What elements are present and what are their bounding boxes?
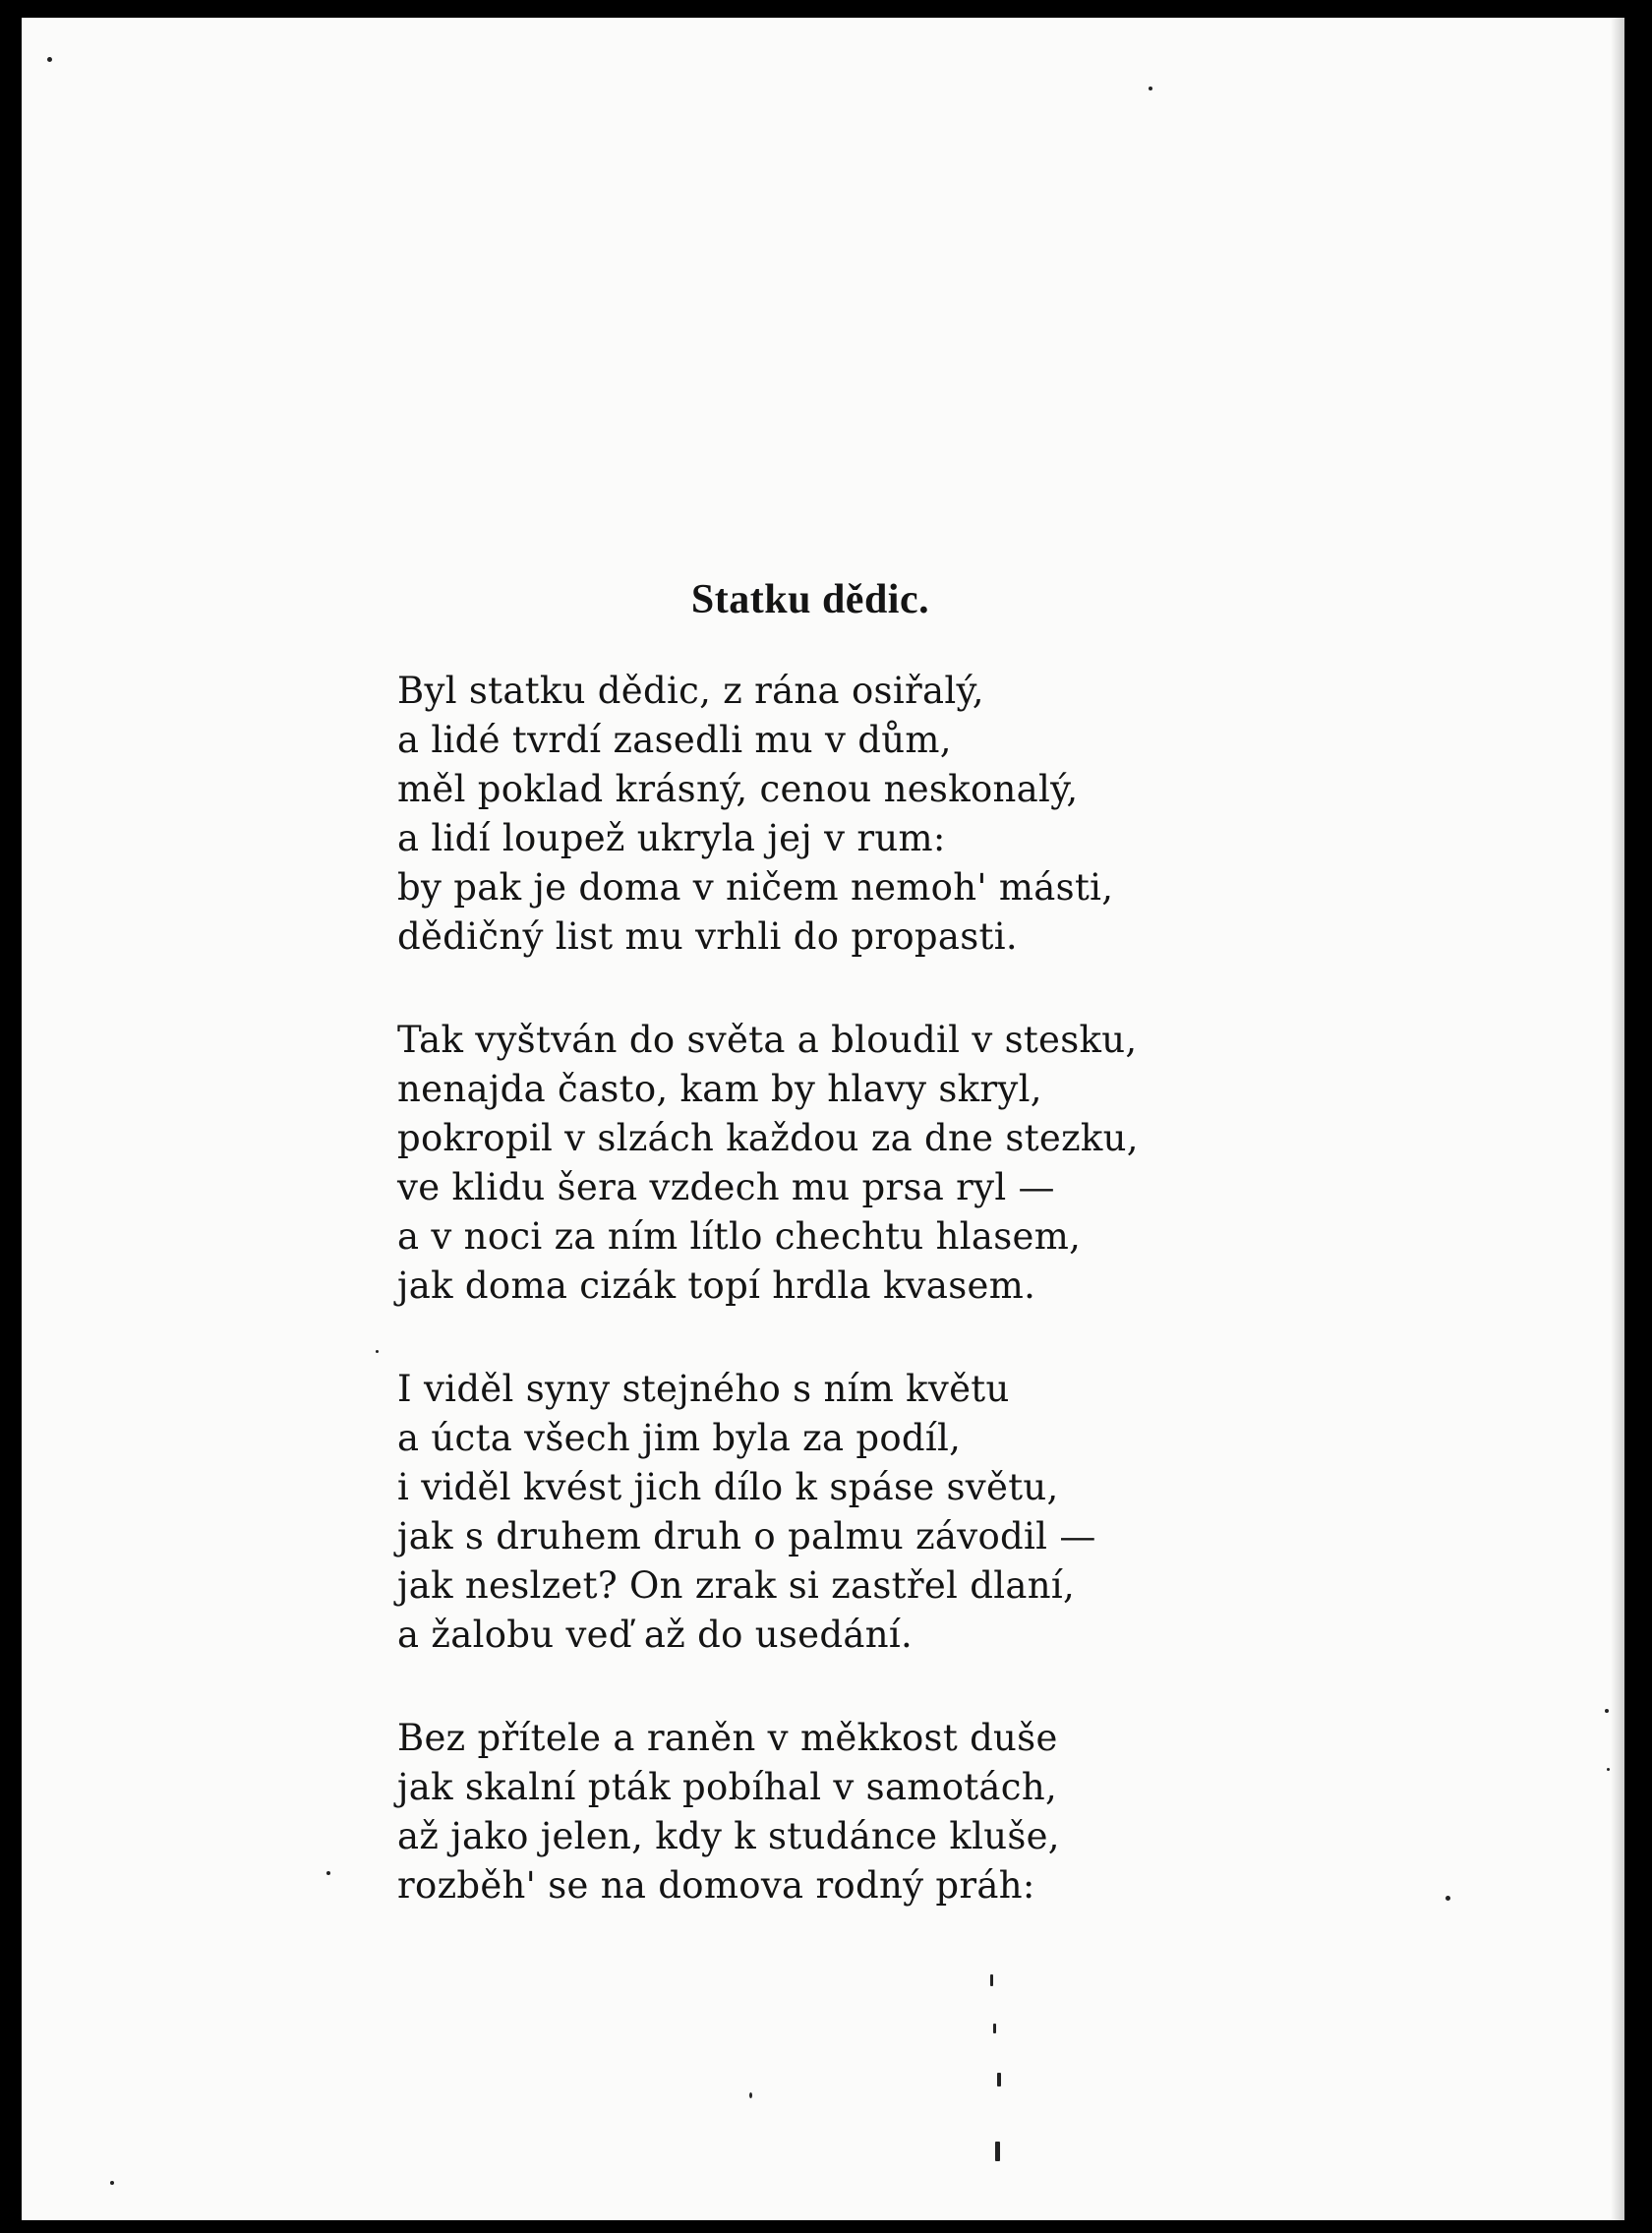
dust-speck bbox=[1149, 87, 1152, 90]
verse-line: I viděl syny stejného s ním květu bbox=[397, 1367, 1010, 1410]
dust-speck bbox=[749, 2092, 752, 2098]
dust-speck bbox=[997, 2073, 1001, 2086]
verse-line: pokropil v slzách každou za dne stezku, bbox=[397, 1116, 1139, 1159]
verse-line: až jako jelen, kdy k studánce kluše, bbox=[397, 1814, 1060, 1857]
dust-speck bbox=[1607, 1768, 1610, 1771]
poem bbox=[397, 573, 1282, 1965]
verse-line: i viděl kvést jich dílo k spáse světu, bbox=[397, 1465, 1059, 1508]
verse-line: měl poklad krásný, cenou neskonalý, bbox=[397, 767, 1079, 810]
dust-speck bbox=[995, 2142, 1000, 2161]
stanza-1 bbox=[397, 667, 1282, 962]
verse-line: a lidé tvrdí zasedli mu v dům, bbox=[397, 718, 952, 761]
dust-speck bbox=[1446, 1896, 1450, 1901]
verse-line: Tak vyštván do světa a bloudil v stesku, bbox=[397, 1018, 1138, 1061]
verse-line: a úcta všech jim byla za podíl, bbox=[397, 1416, 962, 1459]
dust-speck bbox=[993, 2024, 996, 2033]
dust-speck bbox=[990, 1974, 993, 1986]
verse-line: ve klidu šera vzdech mu prsa ryl — bbox=[397, 1165, 1055, 1208]
verse-line: a žalobu veď až do usedání. bbox=[397, 1613, 914, 1656]
verse-line: a v noci za ním lítlo chechtu hlasem, bbox=[397, 1214, 1082, 1258]
verse-line: jak doma cizák topí hrdla kvasem. bbox=[397, 1263, 1036, 1307]
verse-line: a lidí loupež ukryla jej v rum: bbox=[397, 816, 946, 859]
verse-line: by pak je doma v ničem nemoh' másti, bbox=[397, 865, 1114, 909]
stanza-3 bbox=[397, 1365, 1282, 1660]
verse-line: jak s druhem druh o palmu závodil — bbox=[397, 1514, 1096, 1557]
verse-line: jak skalní pták pobíhal v samotách, bbox=[397, 1765, 1058, 1808]
dust-speck bbox=[47, 57, 52, 62]
verse-line: dědičný list mu vrhli do propasti. bbox=[397, 914, 1018, 958]
dust-speck bbox=[110, 2181, 114, 2185]
dust-speck bbox=[376, 1350, 379, 1353]
stanza-2 bbox=[397, 1016, 1282, 1311]
verse-line: jak neslzet? On zrak si zastřel dlaní, bbox=[397, 1563, 1076, 1607]
verse-line: Bez přítele a raněn v měkkost duše bbox=[397, 1716, 1058, 1759]
poem-title: Statku dědic. bbox=[690, 577, 930, 622]
verse-line: nenajda často, kam by hlavy skryl, bbox=[397, 1067, 1042, 1110]
dust-speck bbox=[326, 1871, 330, 1875]
scanned-page bbox=[22, 18, 1624, 2220]
stanza-4 bbox=[397, 1714, 1282, 1910]
verse-line: rozběh' se na domova rodný práh: bbox=[397, 1863, 1035, 1907]
dust-speck bbox=[1605, 1709, 1609, 1713]
page-edge-shadow bbox=[1611, 18, 1624, 2220]
verse-line: Byl statku dědic, z rána osiřalý, bbox=[397, 669, 984, 712]
